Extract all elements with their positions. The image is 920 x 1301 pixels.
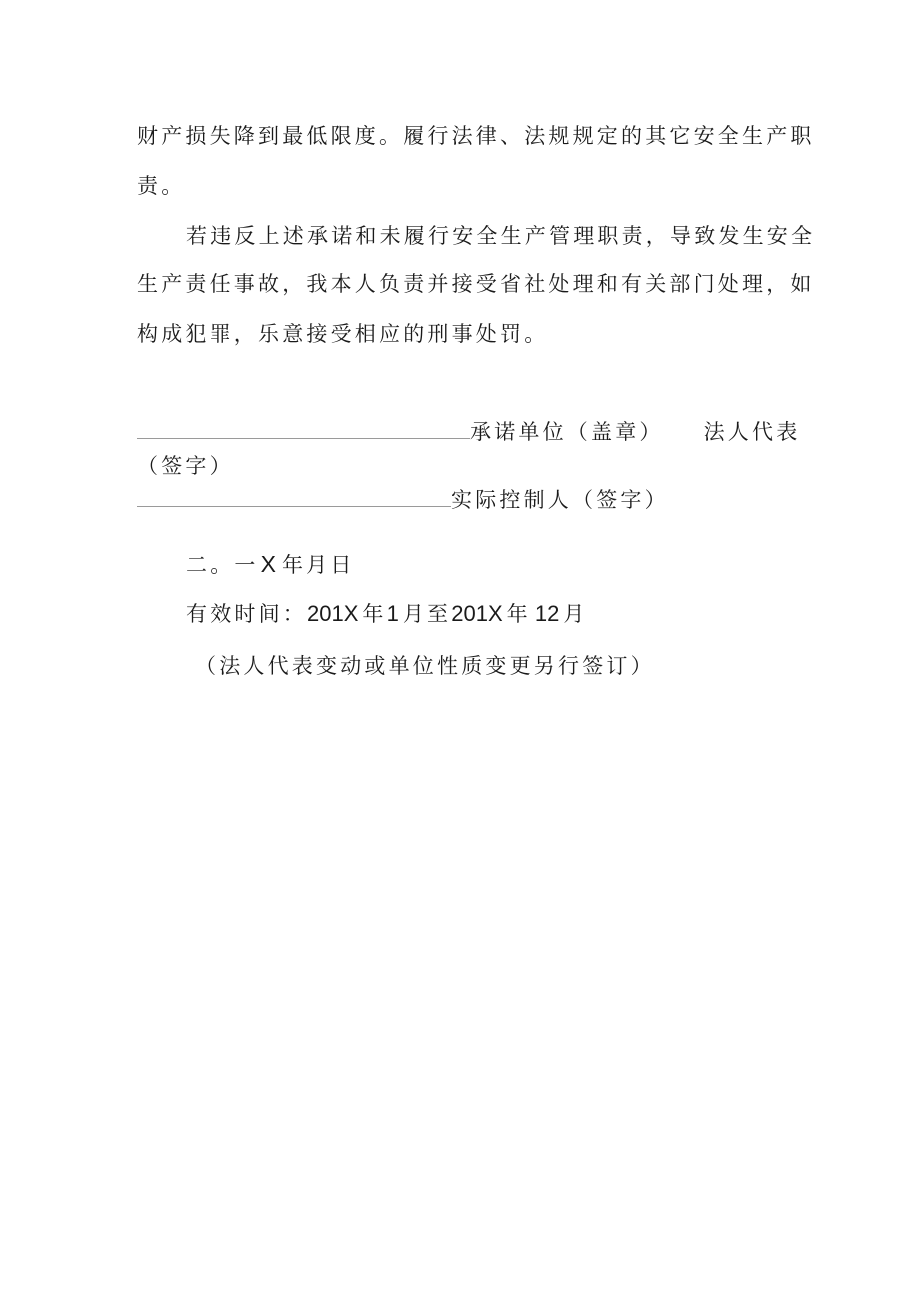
to-text: 月至 bbox=[402, 602, 452, 626]
signature-blank[interactable] bbox=[137, 488, 451, 507]
legal-rep-sign-label: （签字） bbox=[137, 454, 234, 478]
year-char: 年 bbox=[506, 602, 531, 626]
paragraph-line: 构成犯罪，乐意接受相应的刑事处罚。 bbox=[137, 322, 549, 346]
paragraph-line: 财产损失降到最低限度。履行法律、法规规定的其它安全生产职 bbox=[137, 124, 815, 148]
signature-line-unit bbox=[137, 418, 800, 446]
validity-line bbox=[186, 600, 588, 628]
month-char: 月 bbox=[563, 602, 588, 626]
paragraph-line: 生产责任事故，我本人负责并接受省社处理和有关部门处理，如 bbox=[137, 272, 815, 296]
date-year-x: X bbox=[260, 551, 276, 577]
signature-blank[interactable] bbox=[137, 420, 470, 439]
validity-end-year: 201X bbox=[451, 601, 503, 626]
validity-end-month: 12 bbox=[534, 601, 560, 626]
date-prefix: 二。一 bbox=[186, 553, 259, 577]
date-suffix: 年月日 bbox=[281, 553, 355, 577]
unit-seal-label: 承诺单位（盖章） bbox=[470, 420, 664, 444]
signature-line-controller bbox=[137, 486, 669, 514]
paragraph-line: 若违反上述承诺和未履行安全生产管理职责，导致发生安全 bbox=[186, 224, 816, 248]
controller-label: 实际控制人（签字） bbox=[451, 488, 669, 512]
note-text: （法人代表变动或单位性质变更另行签订） bbox=[195, 654, 655, 678]
validity-start-month: 1 bbox=[386, 601, 399, 626]
date-line bbox=[186, 550, 355, 579]
paragraph-line: 责。 bbox=[137, 174, 186, 198]
year-char: 年 bbox=[362, 602, 387, 626]
validity-label: 有效时间： bbox=[186, 602, 307, 626]
legal-rep-label: 法人代表 bbox=[703, 420, 801, 444]
validity-start-year: 201X bbox=[307, 601, 359, 626]
